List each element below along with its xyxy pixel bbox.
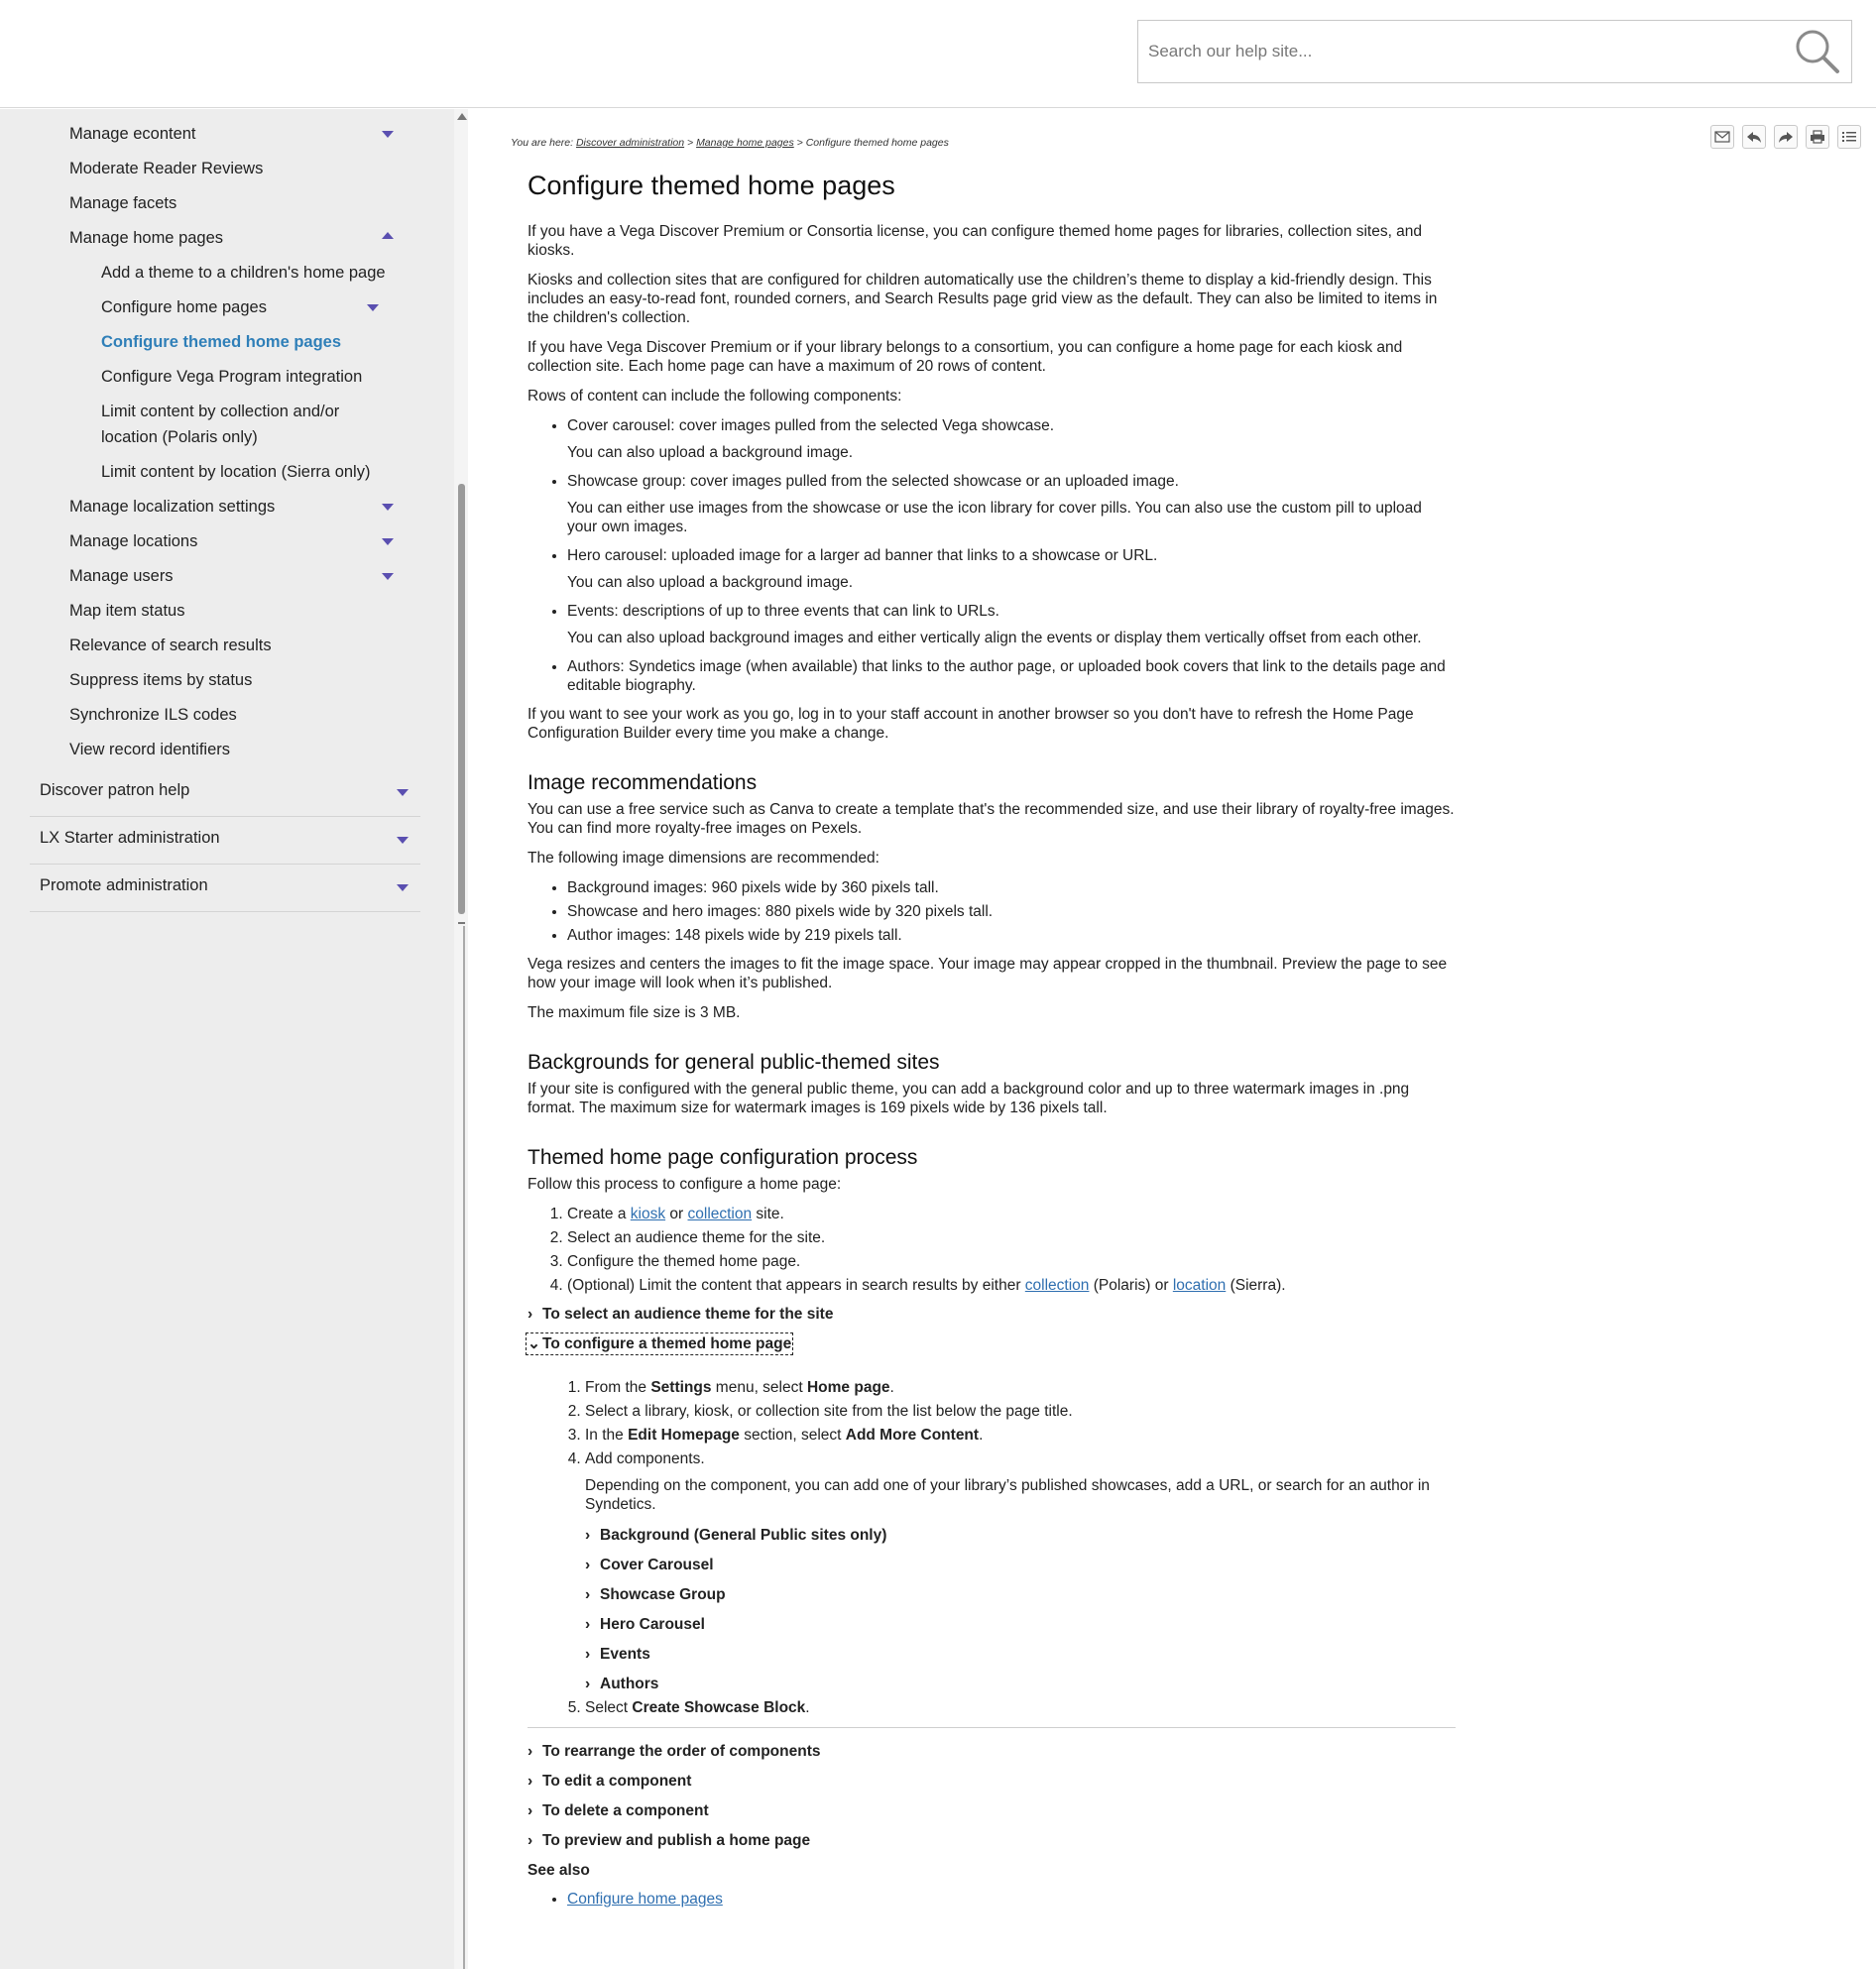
- toggle-rearrange-components[interactable]: › To rearrange the order of components: [528, 1743, 821, 1760]
- print-button[interactable]: [1806, 125, 1829, 149]
- process-steps-list: [567, 1205, 1456, 1295]
- sidebar-item-manage-home-pages[interactable]: Manage home pages: [69, 229, 224, 247]
- forward-button[interactable]: [1774, 125, 1798, 149]
- breadcrumb-separator: >: [793, 137, 806, 149]
- section-heading-backgrounds: Backgrounds for general public-themed sites: [528, 1051, 940, 1074]
- chevron-right-icon: ›: [585, 1586, 591, 1603]
- forward-icon: [1778, 130, 1794, 144]
- toggle-background[interactable]: › Background (General Public sites only): [585, 1527, 887, 1544]
- chevron-right-icon: ›: [585, 1646, 591, 1663]
- expand-caret-icon[interactable]: [367, 304, 379, 311]
- list-item-note: You can either use images from the showcase or use the icon library for cover pills. You can also use the custom pill to upload your own images.: [567, 500, 1422, 535]
- list-item: • Background images: 960 pixels wide by 360 pixels tall.: [567, 878, 1456, 897]
- list-item: 5. Select Create Showcase Block.: [585, 1698, 1456, 1717]
- sidebar-item-label: LX Starter administration: [40, 829, 220, 847]
- sidebar-item-relevance[interactable]: Relevance of search results: [69, 637, 272, 654]
- paragraph: Kiosks and collection sites that are configured for children automatically use the children’s theme to display a kid-friendly design. This includes an easy-to-read font, rounded corners, and Search Results page grid view as the default. They can also be limited to items in the children's collection.: [528, 272, 1438, 326]
- breadcrumb-manage-home-pages[interactable]: Manage home pages: [696, 137, 794, 149]
- sidebar-item-manage-users[interactable]: Manage users: [69, 567, 174, 585]
- sidebar-item-view-record-identifiers[interactable]: View record identifiers: [69, 741, 231, 758]
- toggle-events[interactable]: › Events: [585, 1646, 650, 1663]
- toggle-cover-carousel[interactable]: › Cover Carousel: [585, 1557, 714, 1573]
- scrollbar-lower-track: [463, 926, 465, 1969]
- sidebar-scrollbar[interactable]: [454, 109, 468, 1969]
- kiosk-link[interactable]: kiosk: [630, 1206, 666, 1222]
- sidebar-item-configure-themed-home-pages[interactable]: Configure themed home pages: [101, 333, 342, 351]
- sidebar-item-label: Discover patron help: [40, 781, 190, 799]
- list-item: 1. Create a kiosk or collection site.: [567, 1205, 1456, 1223]
- list-item: • Cover carousel: cover images pulled from the selected Vega showcase. You can also upload a background image.: [567, 416, 1456, 462]
- chevron-right-icon: ›: [528, 1802, 533, 1819]
- search-box: [1137, 20, 1852, 83]
- list-item: 4. (Optional) Limit the content that appears in search results by either collection (Polaris) or location (Sierra).: [567, 1276, 1456, 1295]
- location-link[interactable]: location: [1172, 1277, 1227, 1294]
- sidebar-item-suppress-items[interactable]: Suppress items by status: [69, 671, 253, 689]
- list-item: • Showcase and hero images: 880 pixels wide by 320 pixels tall.: [567, 902, 1456, 921]
- scroll-up-arrow-icon[interactable]: [457, 113, 467, 120]
- toggle-preview-publish[interactable]: › To preview and publish a home page: [528, 1832, 811, 1849]
- sidebar-item-discover-patron-help[interactable]: [30, 769, 420, 817]
- chevron-right-icon: ›: [585, 1557, 591, 1573]
- expand-caret-icon[interactable]: [382, 504, 394, 511]
- configure-home-pages-link[interactable]: Configure home pages: [567, 1891, 723, 1908]
- list-item-note: You can also upload background images and either vertically align the events or display them vertically offset from each other.: [567, 630, 1422, 646]
- scrollbar-thumb[interactable]: [458, 484, 465, 914]
- search-input[interactable]: [1138, 21, 1773, 82]
- sidebar-item-configure-vega-program[interactable]: Configure Vega Program integration: [101, 368, 363, 386]
- list-item: 2. Select an audience theme for the site.: [567, 1228, 1456, 1247]
- section-heading-image-recommendations: Image recommendations: [528, 771, 758, 794]
- paragraph: Vega resizes and centers the images to fit the image space. Your image may appear cropped in the thumbnail. Preview the page to see how your image will look when it’s published.: [528, 956, 1448, 991]
- sidebar-item-limit-location[interactable]: Limit content by location (Sierra only): [101, 463, 371, 481]
- expand-caret-icon[interactable]: [382, 573, 394, 580]
- sidebar-item-promote-admin[interactable]: [30, 865, 420, 912]
- paragraph: You can use a free service such as Canva to create a template that's the recommended size, and use their library of royalty-free images. You can find more royalty-free images on Pexels.: [528, 801, 1455, 837]
- toc-button[interactable]: [1837, 125, 1861, 149]
- toggle-hero-carousel[interactable]: › Hero Carousel: [585, 1616, 705, 1633]
- chevron-right-icon: ›: [585, 1676, 591, 1692]
- divider: [528, 1727, 1456, 1728]
- paragraph: If your site is configured with the general public theme, you can add a background color and up to three watermark images in .png format. The maximum size for watermark images is 169 pixels wide by 136 pixels tall.: [528, 1081, 1410, 1116]
- list-item: • Hero carousel: uploaded image for a larger ad banner that links to a showcase or URL. You can also upload a background image.: [567, 546, 1456, 592]
- paragraph: Rows of content can include the following components:: [528, 388, 902, 405]
- sidebar-item-manage-facets[interactable]: Manage facets: [69, 194, 177, 212]
- collection-link[interactable]: collection: [687, 1206, 753, 1222]
- search-button[interactable]: [1792, 27, 1843, 76]
- sidebar-item-limit-collection-line2[interactable]: location (Polaris only): [101, 428, 258, 446]
- chevron-right-icon: ›: [528, 1306, 533, 1323]
- paragraph: If you want to see your work as you go, log in to your staff account in another browser so you don't have to refresh the Home Page Configuration Builder every time you make a change.: [528, 706, 1414, 742]
- list-item-note: You can also upload a background image.: [567, 444, 854, 461]
- sidebar-item-synchronize-ils[interactable]: Synchronize ILS codes: [69, 706, 237, 724]
- components-list: [567, 416, 1456, 695]
- list-item: 2. Select a library, kiosk, or collection site from the list below the page title.: [585, 1402, 1456, 1421]
- see-also-heading: See also: [528, 1862, 590, 1879]
- header: [0, 0, 1876, 108]
- search-icon: [1792, 27, 1843, 76]
- paragraph: The following image dimensions are recommended:: [528, 850, 879, 867]
- list-item-note: Depending on the component, you can add one of your library’s published showcases, add a URL, or search for an author in Syndetics.: [585, 1477, 1430, 1513]
- back-button[interactable]: [1742, 125, 1766, 149]
- toggle-configure-themed-home-page[interactable]: ⌄ To configure a themed home page: [528, 1335, 792, 1352]
- expand-caret-icon[interactable]: [397, 837, 409, 844]
- see-also-list: [567, 1890, 1456, 1909]
- toggle-select-audience-theme[interactable]: › To select an audience theme for the site: [528, 1306, 834, 1323]
- chevron-right-icon: ›: [528, 1743, 533, 1760]
- toggle-edit-component[interactable]: › To edit a component: [528, 1773, 692, 1790]
- sidebar-item-configure-home-pages[interactable]: Configure home pages: [101, 298, 267, 316]
- paragraph: Follow this process to configure a home page:: [528, 1176, 842, 1193]
- sidebar-item-manage-econtent[interactable]: Manage econtent: [69, 125, 196, 143]
- image-dimensions-list: [567, 878, 1456, 945]
- sidebar-item-map-item-status[interactable]: Map item status: [69, 602, 185, 620]
- sidebar-item-moderate-reviews[interactable]: Moderate Reader Reviews: [69, 160, 264, 177]
- list-item: • Showcase group: cover images pulled from the selected showcase or an uploaded image. You can either use images from the showcase or use the icon library for cover pills. You can also use the custom pill to upload your own images.: [567, 472, 1456, 536]
- breadcrumb: [511, 137, 949, 149]
- list-item: 3. In the Edit Homepage section, select Add More Content.: [585, 1426, 1456, 1445]
- email-icon: [1714, 131, 1730, 143]
- chevron-down-icon: ⌄: [528, 1335, 540, 1352]
- expand-caret-icon[interactable]: [397, 884, 409, 891]
- sidebar: [0, 109, 454, 1969]
- email-button[interactable]: [1710, 125, 1734, 149]
- intro-paragraph: If you have a Vega Discover Premium or Consortia license, you can configure themed home pages for libraries, collection sites, and kiosks.: [528, 223, 1423, 259]
- section-heading-process: Themed home page configuration process: [528, 1146, 918, 1169]
- toc-icon: [1841, 130, 1857, 144]
- expand-caret-icon[interactable]: [382, 538, 394, 545]
- list-item: [567, 1890, 1456, 1909]
- back-icon: [1746, 130, 1762, 144]
- breadcrumb-separator: >: [684, 137, 697, 149]
- sidebar-item-label: Promote administration: [40, 876, 208, 894]
- list-item: 4. Add components. Depending on the component, you can add one of your library’s published showcases, add a URL, or search for an author in Syndetics. › Background (General Public sites only) › Cover Carousel › Showcase Group › Hero Carousel › Events › Authors: [585, 1449, 1456, 1693]
- chevron-right-icon: ›: [585, 1616, 591, 1633]
- breadcrumb-current: Configure themed home pages: [805, 137, 949, 149]
- sidebar-item-limit-collection-line1[interactable]: Limit content by collection and/or: [101, 403, 340, 420]
- configure-steps-list: [585, 1378, 1456, 1717]
- paragraph: The maximum file size is 3 MB.: [528, 1004, 741, 1021]
- list-item-note: You can also upload a background image.: [567, 574, 854, 591]
- expand-caret-icon[interactable]: [382, 131, 394, 138]
- paragraph: If you have Vega Discover Premium or if your library belongs to a consortium, you can configure a home page for each kiosk and collection site. Each home page can have a maximum of 20 rows of content.: [528, 339, 1403, 375]
- sidebar-item-add-theme[interactable]: Add a theme to a children's home page: [101, 264, 386, 282]
- chevron-right-icon: ›: [528, 1832, 533, 1849]
- topic-content: [528, 169, 1456, 1918]
- sidebar-item-manage-locations[interactable]: Manage locations: [69, 532, 198, 550]
- collapse-caret-icon[interactable]: [382, 232, 394, 239]
- list-item: • Authors: Syndetics image (when available) that links to the author page, or uploaded book covers that link to the details page and editable biography.: [567, 657, 1456, 695]
- list-item: 3. Configure the themed home page.: [567, 1252, 1456, 1271]
- toggle-delete-component[interactable]: › To delete a component: [528, 1802, 709, 1819]
- breadcrumb-prefix: You are here:: [511, 137, 576, 149]
- chevron-right-icon: ›: [585, 1527, 591, 1544]
- list-item: 1. From the Settings menu, select Home page.: [585, 1378, 1456, 1397]
- print-icon: [1810, 130, 1825, 144]
- toggle-showcase-group[interactable]: › Showcase Group: [585, 1586, 726, 1603]
- breadcrumb-discover-admin[interactable]: Discover administration: [575, 137, 685, 149]
- scrollbar-divider: [458, 922, 465, 924]
- list-item: • Events: descriptions of up to three events that can link to URLs. You can also upload background images and either vertically align the events or display them vertically offset from each other.: [567, 602, 1456, 647]
- collection-link[interactable]: collection: [1024, 1277, 1090, 1294]
- sidebar-item-localization[interactable]: Manage localization settings: [69, 498, 276, 516]
- chevron-right-icon: ›: [528, 1773, 533, 1790]
- page-title: Configure themed home pages: [528, 171, 895, 200]
- sidebar-item-lx-starter[interactable]: [30, 817, 420, 865]
- toggle-authors[interactable]: › Authors: [585, 1676, 659, 1692]
- expand-caret-icon[interactable]: [397, 789, 409, 796]
- list-item: • Author images: 148 pixels wide by 219 pixels tall.: [567, 926, 1456, 945]
